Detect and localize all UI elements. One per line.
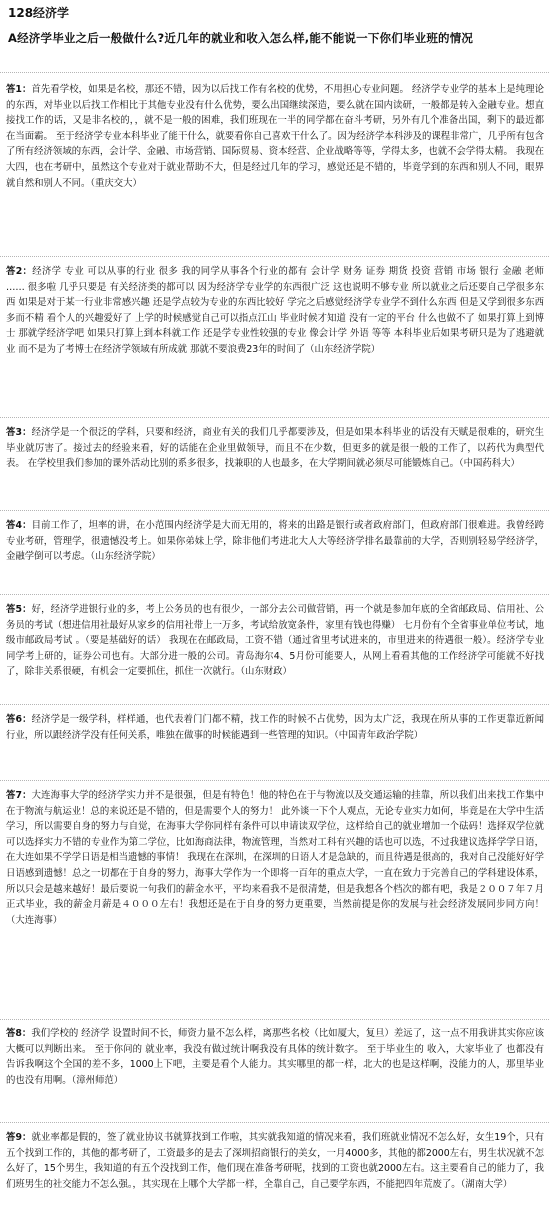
answer-label: 答2：	[6, 266, 33, 277]
answer-2	[6, 264, 544, 358]
answer-text: 经济学是一个很泛的学科，只要和经济，商业有关的我们几乎都要涉及，但是如果本科毕业的话没有天赋是很难的，研究生毕业就厉害了。接过去的经验来看，好的话能在企业里做领导，而且不在少数，但更多的就是很一般的工作了，以药代为典型代表。 在学校里我们参加的课外活动比别的系多很多，找兼职的人也最多，在大学期间就必须尽可能锻炼自己。（中国药科大）	[6, 427, 544, 470]
answer-1	[6, 82, 544, 191]
separator	[0, 417, 549, 419]
answer-text: 大连海事大学的经济学实力并不是很强，但是有特色！他的特色在于与物流以及交通运输的挂靠，所以我们出来找工作集中在于物流与航运业！总的来说还是不错的，但是需要个人的努力！ 此外谈一下个人观点，无论专业实力如何，毕竟是在大学中生活学习，所以需要自身的努力与自觉，在海事大学你同样有条件可以申请读双学位，这样给自己的就业增加一个砝码！选择双学位就可以选择实力不错的专业作为第二学位，比如海商法律，物流管理，当然对工科有兴趣的话也可以选，不过我建议选择学学日语，在大连如果不学学日语是相当遗憾的事情！ 我现在在深圳，在深圳的日语人才是急缺的，而且待遇是很高的，我对自己没能好好学日语感到遗憾！总之一切都在于自身的努力，海事大学作为一个即将一百年的重点大学，一直在致力于完善自己的学科建设体系，所以只会是越来越好！最后要说一句我们的薪金水平，平均来看我不是很清楚，但是我想各个档次的都有吧，我是２００７年７月正式毕业，我的薪金月薪是４０００左右！我想还是在于自身的努力更重要，当然前提是你的发展与社会经济发展同步同方向！（大连海事）	[6, 790, 544, 926]
answer-text: 经济学 专业 可以从事的行业 很多 我的同学从事各个行业的都有 会计学 财务 证券 期货 投资 营销 市场 银行 金融 老师 …… 很多啦 几乎只要是 有关经济类的都可以 因为经济学专业学的东西很广泛 这也说明不够专业 所以就业之后还要自己学很多东西 如果是对于某一行业非常感兴趣 还是学点较为专业的东西比较好 学完之后感觉经济学专业学不到什么东西 但是又学到很多东西 多而不精 看个人的兴趣爱好了 上学的时候感觉自己可以指点江山 毕业时候才知道 没有一定的平台 什么也做不了 如果打算上到博士 那就学经济学吧 如果只打算上到本科就工作 还是学专业性较强的专业 像会计学 外语 等等 本科毕业后如果考研只是为了逃避就业 而不是为了考博士在经济学领域有所成就 那就不要浪费23年的时间了（山东经济学院）	[6, 266, 544, 355]
separator	[0, 1019, 549, 1021]
question-heading: A经济学毕业之后一般做什么?近几年的就业和收入怎么样,能不能说一下你们毕业班的情况	[8, 31, 474, 45]
answer-label: 答3：	[6, 427, 32, 438]
answer-label: 答9：	[6, 1132, 32, 1143]
answer-7	[6, 788, 544, 928]
answer-9	[6, 1130, 544, 1192]
answer-text: 好，经济学进银行业的多，考上公务员的也有很少，一部分去公司做营销，再一个就是参加年底的全省邮政局、信用社、公务员的考试（想进信用社最好从家乡的信用社带上一万多，考试给放宽条件，家里有钱也得赚） 七月份有个全省事业单位考试，地级市邮政局考试 。（要是基础好的话） 我现在在邮政局，工资不错（通过省里考试进来的，市里进来的待遇很一般）。经济学专业同学考上研的，证券公司也有。大部分进一般的公司。青岛海尔4、5月份可能要人，从网上看看其他的工作经济学可能就不好找了，除非关系很硬，有机会一定要抓住，抓住一次就行。（山东财政）	[6, 604, 544, 678]
separator	[0, 510, 549, 512]
answer-label: 答8：	[6, 1028, 32, 1039]
separator	[0, 1122, 549, 1124]
answer-4	[6, 518, 544, 565]
answer-text: 就业率都是假的，签了就业协议书就算找到工作啦，其实就我知道的情况来看，我们班就业情况不怎么好，女生19个，只有五个找到工作的，其他的都考研了，工资最多的是去了深圳招商银行的美女，一月4000多，其他的都2000左右，男生状况就不怎么好了，15个男生，我知道的有五个没找到工作，他们现在准备考研呢，找到的工资也就2000左右。这主要看自己的能力了，我们班男生的社交能力不怎么强。，其实现在上哪个大学都一样，全靠自己，自己要学东西，不能把四年荒废了。（湖南大学）	[6, 1132, 544, 1190]
separator	[0, 72, 549, 74]
answer-label: 答7：	[6, 790, 32, 801]
answer-label: 答6：	[6, 714, 32, 725]
answer-6	[6, 712, 544, 743]
answer-text: 目前工作了，坦率的讲，在小范围内经济学是大而无用的，将来的出路是银行或者政府部门，但政府部门很难进。我曾经跨专业考研，管理学，很遗憾没考上。如果你弟妹上学，除非他们考进北大人大等经济学排名最靠前的大学，否则别轻易学经济学，金融学倒可以考虑。（山东经济学院）	[6, 520, 544, 563]
answer-text: 首先看学校，如果是名校，那还不错，因为以后找工作有名校的优势，不用担心专业问题。 经济学专业学的基本上是纯理论的东西，对毕业以后找工作相比于其他专业没有什么优势，要么出国继续深造，要么就在国内读研，一般都是转入金融专业。想直接找工作的话，又是非名校的，，就不是一般的困难，我们班现在一半的同学都在奋斗考研，另外有几个准备出国，剩下的最近都在当面霸。 至于经济学专业本科毕业了能干什么，就要看你自己喜欢干什么了。因为经济学本科涉及的课程非常广，几乎所有包含了所有经济领域的东西，会计学、金融、市场营销、国际贸易、资本经营、企业战略等等，学得太多，也就不会学得太精。 我现在大四，也在考研中，虽然这个专业对于就业帮助不大，但是经过几年的学习，感觉还是不错的，毕竟学到的东西和别人不同，眼界就自然和别人不同。（重庆交大）	[6, 84, 544, 189]
separator	[0, 594, 549, 596]
separator	[0, 704, 549, 706]
page-title: 128经济学	[8, 6, 70, 20]
answer-3	[6, 425, 544, 472]
separator	[0, 780, 549, 782]
separator	[0, 256, 549, 258]
answer-8	[6, 1026, 544, 1088]
answer-label: 答1：	[6, 84, 32, 95]
answer-text: 经济学是一级学科，样样通，也代表着门门都不精，找工作的时候不占优势，因为太广泛，我现在所从事的工作更靠近新闻行业，所以跟经济学没有任何关系，唯独在做事的时候能遇到一些管理的知识。（中国青年政治学院）	[6, 714, 544, 741]
answer-text: 我们学校的 经济学 设置时间不长，师资力量不怎么样，离那些名校（比如厦大，复旦）差远了，这一点不用我讲其实你应该大概可以判断出来。 至于你问的 就业率，我没有做过统计啊我没有具体的统计数字。 至于毕业生的 收入，大家毕业了 也都没有告诉我啊这个全国的差不多，1000上下吧，主要是看个人能力。其实哪里的都一样，北大的也是这样啊，没能力的人，那里毕业的也没有用啊。（漳州师范）	[6, 1028, 545, 1086]
answer-label: 答4：	[6, 520, 32, 531]
answer-5	[6, 602, 544, 680]
answer-label: 答5：	[6, 604, 32, 615]
